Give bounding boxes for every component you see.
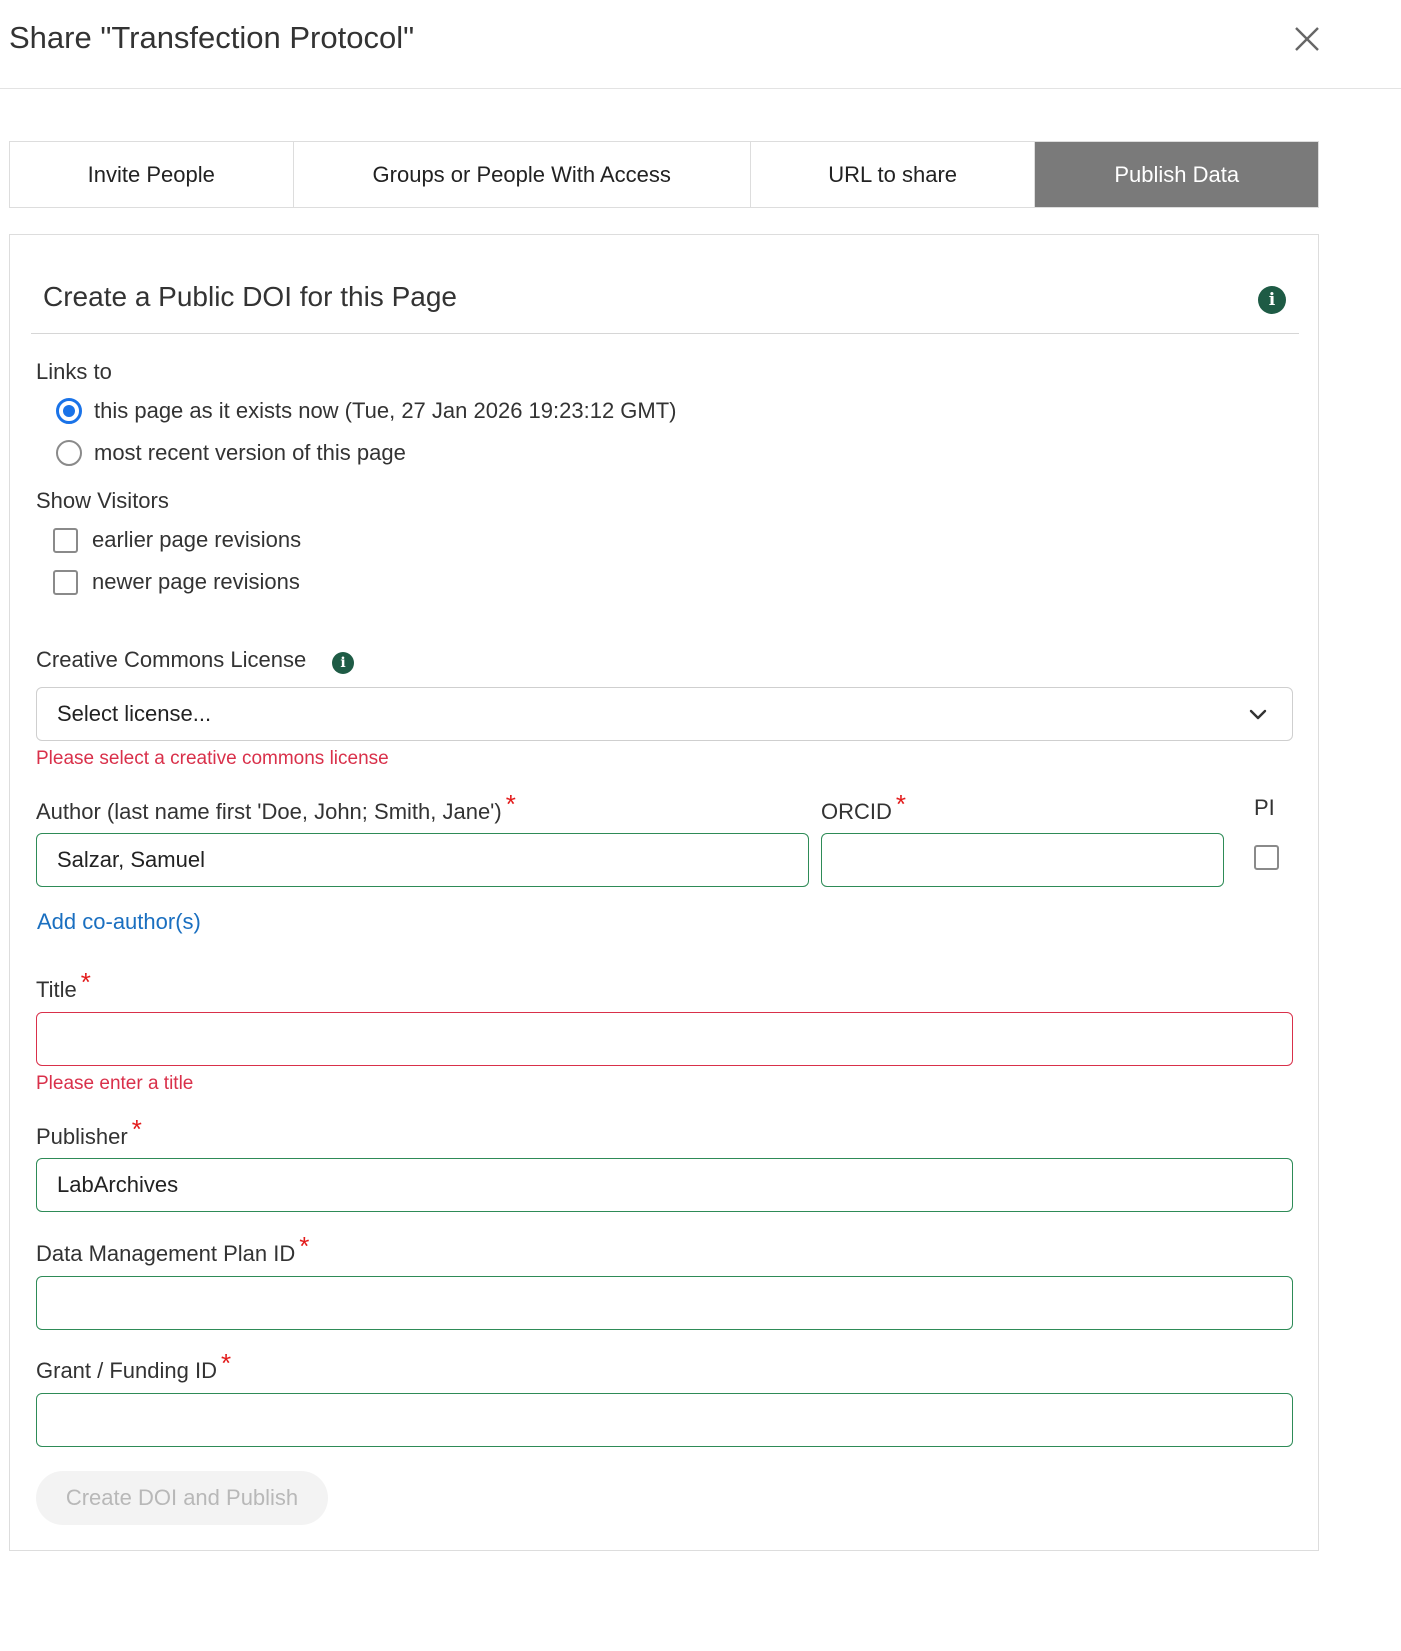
required-marker: * xyxy=(299,1231,310,1261)
close-button[interactable] xyxy=(1286,20,1328,62)
grant-id-label-text: Grant / Funding ID xyxy=(36,1358,217,1383)
required-marker: * xyxy=(80,967,91,997)
radio-option-most-recent[interactable] xyxy=(56,440,406,466)
section-divider xyxy=(31,333,1299,334)
dmp-id-input[interactable] xyxy=(36,1276,1293,1330)
license-select[interactable] xyxy=(36,687,1293,741)
publish-data-panel xyxy=(9,234,1319,1551)
dmp-id-label xyxy=(36,1231,310,1268)
info-icon[interactable]: i xyxy=(332,652,354,674)
license-select-value: Select license... xyxy=(57,701,212,726)
radio-button-selected[interactable] xyxy=(56,398,82,424)
required-marker: * xyxy=(505,789,516,819)
grant-id-label xyxy=(36,1348,232,1385)
close-icon xyxy=(1286,20,1328,62)
orcid-label xyxy=(821,789,907,826)
radio-label: this page as it exists now (Tue, 27 Jan 2026 19:23:12 GMT) xyxy=(94,398,677,423)
section-title: Create a Public DOI for this Page xyxy=(43,281,457,312)
publisher-label xyxy=(36,1114,142,1151)
show-visitors-label: Show Visitors xyxy=(36,488,169,513)
info-icon[interactable]: i xyxy=(1258,286,1286,314)
title-label-text: Title xyxy=(36,977,77,1002)
required-marker: * xyxy=(220,1348,232,1378)
dmp-id-label-text: Data Management Plan ID xyxy=(36,1241,296,1266)
author-input[interactable] xyxy=(36,833,809,887)
tab-publish-data[interactable]: Publish Data xyxy=(1035,142,1318,207)
tab-groups-or-people[interactable]: Groups or People With Access xyxy=(294,142,751,207)
license-error: Please select a creative commons license xyxy=(36,748,389,769)
required-marker: * xyxy=(131,1114,142,1144)
radio-option-this-page-now[interactable] xyxy=(56,398,677,424)
publisher-label-text: Publisher xyxy=(36,1124,128,1149)
tab-invite-people[interactable]: Invite People xyxy=(10,142,294,207)
checkbox-newer-revisions[interactable] xyxy=(53,569,300,595)
author-input-value: Salzar, Samuel xyxy=(57,847,205,872)
orcid-label-text: ORCID xyxy=(821,799,892,824)
title-input[interactable] xyxy=(36,1012,1293,1066)
tab-url-to-share[interactable]: URL to share xyxy=(751,142,1036,207)
checkbox-label: newer page revisions xyxy=(92,569,300,594)
dialog-header xyxy=(0,0,1401,89)
checkbox[interactable] xyxy=(53,570,78,595)
links-to-label: Links to xyxy=(36,359,112,384)
chevron-down-icon xyxy=(1246,702,1270,726)
orcid-input[interactable] xyxy=(821,833,1224,887)
author-label-text: Author (last name first 'Doe, John; Smith, Jane') xyxy=(36,799,502,824)
checkbox-earlier-revisions[interactable] xyxy=(53,527,301,553)
title-label xyxy=(36,967,91,1004)
grant-id-input[interactable] xyxy=(36,1393,1293,1447)
license-label: Creative Commons License xyxy=(36,647,307,672)
pi-checkbox[interactable] xyxy=(1254,845,1279,870)
checkbox-label: earlier page revisions xyxy=(92,527,302,552)
author-label xyxy=(36,789,516,826)
publisher-input[interactable] xyxy=(36,1158,1293,1212)
add-coauthor-link[interactable]: Add co-author(s) xyxy=(37,909,201,934)
title-error: Please enter a title xyxy=(36,1073,194,1094)
radio-button[interactable] xyxy=(56,440,82,466)
publisher-input-value: LabArchives xyxy=(57,1172,179,1197)
radio-label: most recent version of this page xyxy=(94,440,406,465)
share-tabs xyxy=(9,141,1319,208)
checkbox[interactable] xyxy=(53,528,78,553)
dialog-title: Share "Transfection Protocol" xyxy=(9,20,415,55)
required-marker: * xyxy=(895,789,907,819)
pi-label: PI xyxy=(1254,795,1275,820)
create-doi-publish-button[interactable]: Create DOI and Publish xyxy=(36,1471,328,1525)
